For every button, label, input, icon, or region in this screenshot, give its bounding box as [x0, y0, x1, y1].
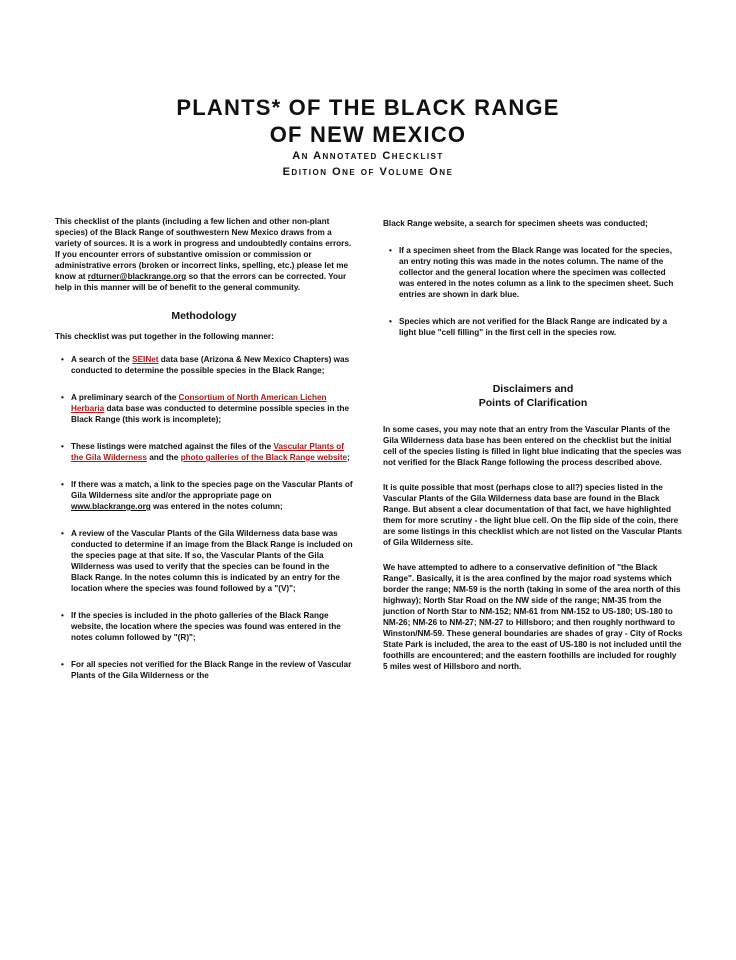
disclaimers-heading — [383, 382, 683, 410]
list-item: • Species which are not verified for the Black Range are indicated by a light blue "cell filling" in the first cell in the species row. — [399, 316, 683, 338]
disclaimer-paragraph: In some cases, you may note that an entry from the Vascular Plants of the Gila Wilderness data base has been entered on the checklist but the initial cell of the species listing is filled in light blue indicating that the species was not verified for the Black Range following the process described above. — [383, 425, 682, 467]
document-title-line1: PLANTS* OF THE BLACK RANGE — [176, 95, 560, 120]
list-item: • A review of the Vascular Plants of the Gila Wilderness data base was conducted to determine if an image from the Black Range is included on the species page at that site. If so, the Vascular Plants of the Gila Wilderness was used to verify that the species can be found in the Black Range. In the notes column this is indicated by an entry for the location where the species was found followed by a "(V)"; — [71, 528, 353, 594]
vascular-plants-link[interactable]: Vascular Plants of the Gila Wilderness — [71, 442, 345, 462]
list-item — [71, 354, 353, 376]
list-text: ; — [347, 453, 350, 462]
disclaimer-paragraph: It is quite possible that most (perhaps close to all?) species listed in the Vascular Plants of the Gila Wilderness data base are found in the Black Range. But absent a clear documentation of that fact, we have highlighted them for more scrutiny - the light blue cell. On the flip side of the coin, there are some listings in this checklist which are not listed on the Vascular Plants of Gila Wilderness site. — [383, 483, 682, 547]
continued-text: Black Range website, a search for specimen sheets was conducted; — [383, 219, 648, 228]
lichen-herbaria-link[interactable]: Consortium of North American Lichen Herbaria — [71, 393, 327, 413]
list-text: If there was a match, a link to the species page on the Vascular Plants of Gila Wilderness site and/or the appropriate page on — [71, 480, 353, 500]
photo-galleries-link[interactable]: photo galleries of the Black Range website — [180, 453, 348, 462]
list-item: • If the species is included in the photo galleries of the Black Range website, the location where the species was found was entered in the notes column followed by "(R)"; — [71, 610, 353, 643]
list-text: data base was conducted to determine possible species in the Black Range (this work is incomplete); — [71, 404, 350, 424]
intro-text-b: so that the errors can be corrected. Your help in this manner will be of benefit to the general community. — [55, 272, 347, 292]
list-item — [71, 441, 353, 463]
methodology-list — [55, 354, 353, 681]
disclaimers-heading-line2: Points of Clarification — [478, 397, 588, 409]
disclaimers-heading-line1: Disclaimers and — [492, 383, 574, 395]
disclaimer-paragraph: We have attempted to adhere to a conservative definition of "the Black Range". Basically, it is the area confined by the major road systems which border the range; NM-59 is the north (taking in some of the area north of this highway); North Star Road on the NW side of the range; NM-35 from the junction of North Star to NM-152; NM-61 from NM-152 to US-180; US-180 to NM-26; NM-26 to NM-27; NM-27 to Hillsboro; and then roughly northward to Winston/NM-59. These general boundaries are shades of gray - City of Rocks State Park is included, the area to the east of US-180 is not included until the foothills are encountered; and the eastern foothills are included for roughly 5 miles west of Hillsboro and north. — [383, 563, 683, 671]
list-text: A preliminary search of the — [71, 393, 179, 402]
document-subtitle-line2: Edition One of Volume One — [282, 166, 454, 178]
list-item: • For all species not verified for the Black Range in the review of Vascular Plants of the Gila Wilderness or the — [71, 659, 353, 681]
document-subtitle-line1: An Annotated Checklist — [292, 150, 444, 162]
list-item — [71, 479, 353, 512]
document-title-line2: OF NEW MEXICO — [269, 122, 467, 147]
intro-text-a: This checklist of the plants (including a few lichen and other non-plant species) of the Black Range of southwestern New Mexico draws from a variety of sources. It is a work in progress and undoubtedly contains errors. If you encounter errors of substantive omission or commission or administrative errors (broken or incorrect links, spelling, etc.) please let me know at — [55, 217, 352, 281]
list-item — [71, 392, 353, 425]
list-text: These listings were matched against the files of the — [71, 442, 274, 451]
left-column — [55, 216, 353, 681]
email-link[interactable]: rdturner@blackrange.org — [87, 272, 187, 281]
list-text: data base (Arizona & New Mexico Chapters) was conducted to determine the possible species in the Black Range; — [71, 355, 350, 375]
right-column — [383, 218, 683, 682]
list-text: A search of the — [71, 355, 133, 364]
seinet-link[interactable]: SEINet — [132, 355, 159, 364]
title-block — [0, 94, 736, 180]
methodology-list-continued — [383, 245, 683, 338]
list-text: was entered in the notes column; — [150, 502, 283, 511]
list-text: and the — [146, 453, 181, 462]
list-item: • If a specimen sheet from the Black Range was located for the species, an entry noting this was made in the notes column. The name of the collector and the general location where the specimen was collected was entered in the notes column as a link to the specimen sheet. Such entries are shown in dark blue. — [399, 245, 683, 300]
blackrange-link[interactable]: www.blackrange.org — [71, 502, 151, 511]
intro-paragraph — [55, 216, 353, 293]
methodology-intro: This checklist was put together in the following manner: — [55, 332, 274, 341]
methodology-heading: Methodology — [171, 310, 237, 322]
